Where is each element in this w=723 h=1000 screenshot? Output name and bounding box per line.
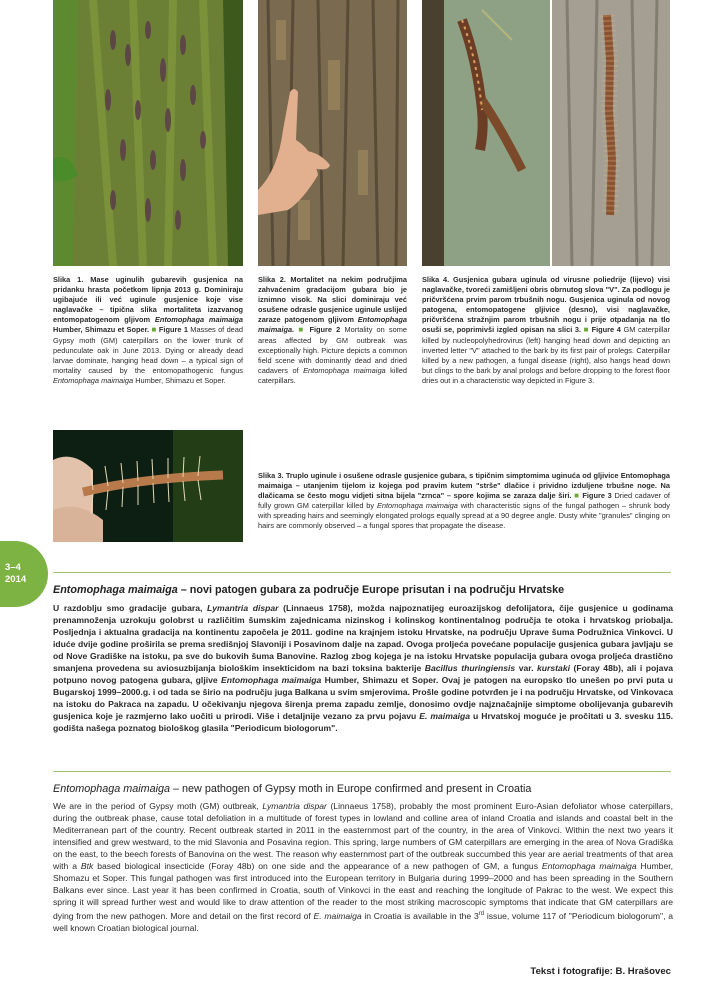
caption-figure-2: Slika 2. Mortalitet na nekim područjima zahvaćenim gradacijom gubara bio je iznimno visok. Na slici dominiraju već osušene odrasle gusjenice uginule uslijed zaraze patogenom gljivom Entomophaga maimaiga. ■ Figure 2 Mortality on some areas affected by GM outbreak was exceptionally high. Picture depicts a common field scene with dominantly dead and dried cadavers of Entomophaga maimaiga killed caterpillars. xyxy=(258,275,408,385)
caption-figure-4: Slika 4. Gusjenica gubara uginula od virusne poliedrije (lijevo) visi naglavačke, tvoreći zamišljeni obris obrnutog slova "V". Za podlogu je pričvršćena prvim parom trbušnih nogu. Gusjenica uginula od novog patogena, entomopatogene gljivice (desno), visi naglavačke, pričvršćena stražnjim parom trbušnih nogu i prije otpadanja na tlo osuši se, poprimivši izgled opisan na slici 3. ■ Figure 4 GM caterpillar killed by nucleopolyhedrovirus (left) hanging head down and depicting an inverted letter "V" attached to the bark by its first pair of prolegs. Caterpillar killed by a new pathogen, a fungal disease (right), also hangs head down but clings to the bark by anal prologs and before dropping to the forest floor dries out in a characteristic way depicted in Figure 3. xyxy=(422,275,670,385)
photo-fungus-killed-caterpillar xyxy=(552,0,670,266)
photo-oak-trunk-caterpillars xyxy=(53,0,243,266)
article-title-en: Entomophaga maimaiga – new pathogen of Gypsy moth in Europe confirmed and present in Croatia xyxy=(53,783,532,795)
caption-figure-3: Slika 3. Truplo uginule i osušene odrasle gusjenice gubara, s tipičnim simptomima uginuća od gljivice Entomophaga maimaiga – utanjenim tijelom iz kojega pod pravim kutem "strše" dlačice i prividno izduljene trbušne noge. Na dlačicama se često mogu vidjeti sitna bijela "zrnca" – spore kojima se zaraza dalje širi. ■ Figure 3 Dried cadaver of fully grown GM caterpillar killed by Entomophaga maimaiga with characteristic signs of the fungal pathogen – shrunk body with spreading hairs and seemingly elongated prologs equally spread at a 90 degree angle. Dusty white "granules" clinging on hairs are commonly observed – a fungal spores that propagate the disease. xyxy=(258,471,670,531)
issue-badge xyxy=(0,541,48,607)
photo-dried-caterpillar-cadaver xyxy=(53,430,243,542)
divider-middle xyxy=(53,771,671,772)
photo-credit: Tekst i fotografije: B. Hrašovec xyxy=(530,966,671,977)
issue-number: 3–4 xyxy=(5,562,21,573)
article-title-hr: Entomophaga maimaiga – novi patogen gubara za područje Europe prisutan i na području Hrvatske xyxy=(53,584,565,596)
article-body-hr: U razdoblju smo gradacije gubara, Lymantria dispar (Linnaeus 1758), možda najpoznatijeg euroazijskog defolijatora, čije gusjenice u godinama prenamnoženja uzrokuju golobrst u različitim šumskim zajednicama nizinskog i kolinskog kontinentalnog područja te otoka i hrvatskog priobalja. Posljednja i aktualna gradacija na kontinentu započela je 2011. godine na krajnjem istoku Hrvatske, na području Uprave šuma Podružnica Vinkovci. U iduće dvije godine proširila se prema središnjoj Slavoniji i Posavinom dalje na zapad. Ovoga proljeća povećane populacije gusjenica gubara javljaju se od Nove Gradiške na istoku, pa sve do bukovih šuma Banovine. Razlog zbog kojega je na istoku Hrvatske populacija gubara ovoga proljeća drastično smanjena provedena su aviosuzbijanja biološkim insekticidom na bazi toksina bakterije Bacillus thuringiensis var. kurstaki (Foray 48b), ali i pojava potpuno novog patogena gubara, gljive Entomophaga maimaiga Humber, Shimazu et Soper. Ovaj je patogen na europsko tlo unešen po prvi puta u Bugarskoj 1999–2000.g. i od tada se širio na području juga Balkana u svim smjerovima. Prošle godine potvrđen je i na području Hrvatske, od Vinkovaca na istoku do Pakraca na zapadu. U očekivanju njegova širenja prema zapadu zemlje, donosimo ovdje najznačajnije simptome obolijevanja gubarevih gusjenica koje je razmjerno lako uočiti u prirodi. Više i detaljnije vezano za prvu pojavu E. maimaiga u Hrvatskoj moguće je pročitati u 3. svesku 115. godišta našega poznatog biološkog glasila "Periodicum biologorum". xyxy=(53,603,674,734)
caption-figure-1: Slika 1. Mase uginulih gubarevih gusjenica na pridanku hrasta početkom lipnja 2013 g. Dominiraju ugibajuće ili već uginule gusjenice koje vise naglavačke – tipična slika mortaliteta izazvanog entomopatogenom gljivom Entomophaga maimaiga Humber, Shimazu et Soper. ■ Figure 1 Masses of dead Gypsy moth (GM) caterpillars on the lower trunk of pedunculate oak in June 2013. Dying or already dead larvae dominate, hanging head down – a typical sign of mortality caused by the entomopathogenic fungus Entomophaga maimaiga Humber, Shimazu et Soper. xyxy=(53,275,244,385)
photo-hand-on-bark xyxy=(258,0,407,266)
divider-top xyxy=(53,572,671,573)
article-body-en: We are in the period of Gypsy moth (GM) outbreak, Lymantria dispar (Linnaeus 1758), probably the most prominent Euro-Asian defoliator whose caterpillars, during the outbreak phase, cause total defoliation in a multitude of forest types in lowland and colline area of inland Croatia and islands and coastal belt in the Mediterranean part of the country. Recent outbreak started in 2011 in the easternmost part of the country, in the area of Vinkovci. Within the next two years it intensified and grew westward, to the mid Slavonia and Posavina region. This spring, large numbers of GM caterpillars are emerging in the area of Nova Gradiška on the east, to the beech forests of Banovina on the west. The reason why easternmost part of the outbreak succumbed this year are aerial treatments of that area with a Btk based biological insecticide (Foray 48b) on one side and the appearance of a new pathogen of GM, a fungus Entomophaga maimaiga Humber, Shomazu et Soper. This fungal pathogen was first introduced into the European territory in Bulgaria during 1999–2000 and has been spreading in the Southern Balkans ever since. Last year it has been confirmed in Croatia, south of Vinkovci in the east and reaching the longitude of Pakrac to the west. We expect this spring it will spread further west and would like to draw attention of the reader to the most striking macroscopic symptoms that indicate that GM caterpillars are dying from the new pathogen. More and detail on the first record of E. maimaiga in Croatia is available in the 3rd issue, volume 117 of "Periodicum biologorum", a well known Croatian biological journal. xyxy=(53,801,674,934)
photo-virus-killed-caterpillar xyxy=(422,0,550,266)
issue-year: 2014 xyxy=(5,574,27,585)
